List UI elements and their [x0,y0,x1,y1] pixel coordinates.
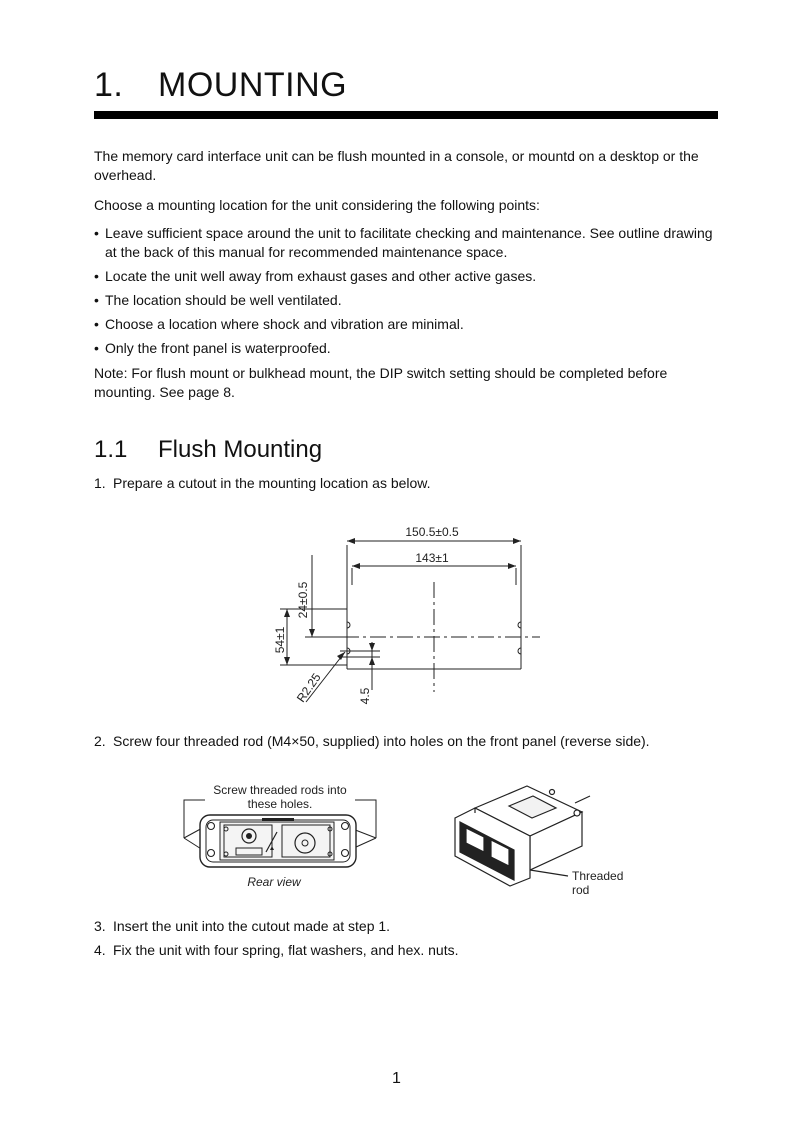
list-item: • Leave sufficient space around the unit to facilitate checking and maintenance. See outline drawing at the back of this manual for recommended maintenance space. [94,225,713,260]
dim-half-height: 24±0.5 [296,581,310,619]
page-number: 1 [392,1070,401,1087]
heading-rule [94,111,718,119]
callout-text-line1: Screw threaded rods into [213,783,347,797]
bullet-icon: • [94,316,99,332]
location-bullet-list [94,224,724,363]
dim-inner-width: 143±1 [415,551,449,565]
step-3: 3. Insert the unit into the cutout made at step 1. [94,918,391,934]
list-item: • Locate the unit well away from exhaust gases and other active gases. [94,268,537,284]
bullet-icon: • [94,268,99,284]
section-number: 1.1 [94,436,128,463]
step-4: 4. Fix the unit with four spring, flat washers, and hex. nuts. [94,942,459,958]
step-2: 2. Screw four threaded rod (M4×50, supplied) into holes on the front panel (reverse side). [94,733,650,749]
cutout-dimension-drawing [260,515,560,715]
dim-overall-width: 150.5±0.5 [405,525,459,539]
bullet-icon: • [94,225,99,241]
chapter-heading [94,66,347,105]
threaded-rod-label-line2: rod [572,883,590,897]
choose-paragraph: Choose a mounting location for the unit considering the following points: [94,197,540,213]
threaded-rod-label-line1: Threaded [572,869,624,883]
chapter-title: MOUNTING [158,66,348,104]
dim-radius: R2.25 [293,670,324,705]
list-item: • Only the front panel is waterproofed. [94,340,331,356]
chapter-number: 1. [94,66,124,104]
dim-slot: 4.5 [358,687,372,705]
callout-text-line2: these holes. [247,797,313,811]
rear-view-label: Rear view [247,875,301,889]
list-item: • Choose a location where shock and vibration are minimal. [94,316,464,332]
unit-perspective-drawing [455,786,590,886]
list-item: • The location should be well ventilated. [94,292,342,308]
bullet-icon: • [94,292,99,308]
rear-view-panel [200,815,356,867]
note-paragraph: Note: For flush mount or bulkhead mount, the DIP switch setting should be completed before mounting. See page 8. [94,365,668,400]
threaded-rod-figure [175,778,645,903]
section-title: Flush Mounting [158,436,323,463]
bullet-icon: • [94,340,99,356]
step-1: 1. Prepare a cutout in the mounting location as below. [94,475,431,491]
dim-height: 54±1 [273,626,287,654]
intro-paragraph: The memory card interface unit can be flush mounted in a console, or mountd on a desktop or the overhead. [94,148,699,183]
section-heading [94,436,322,464]
